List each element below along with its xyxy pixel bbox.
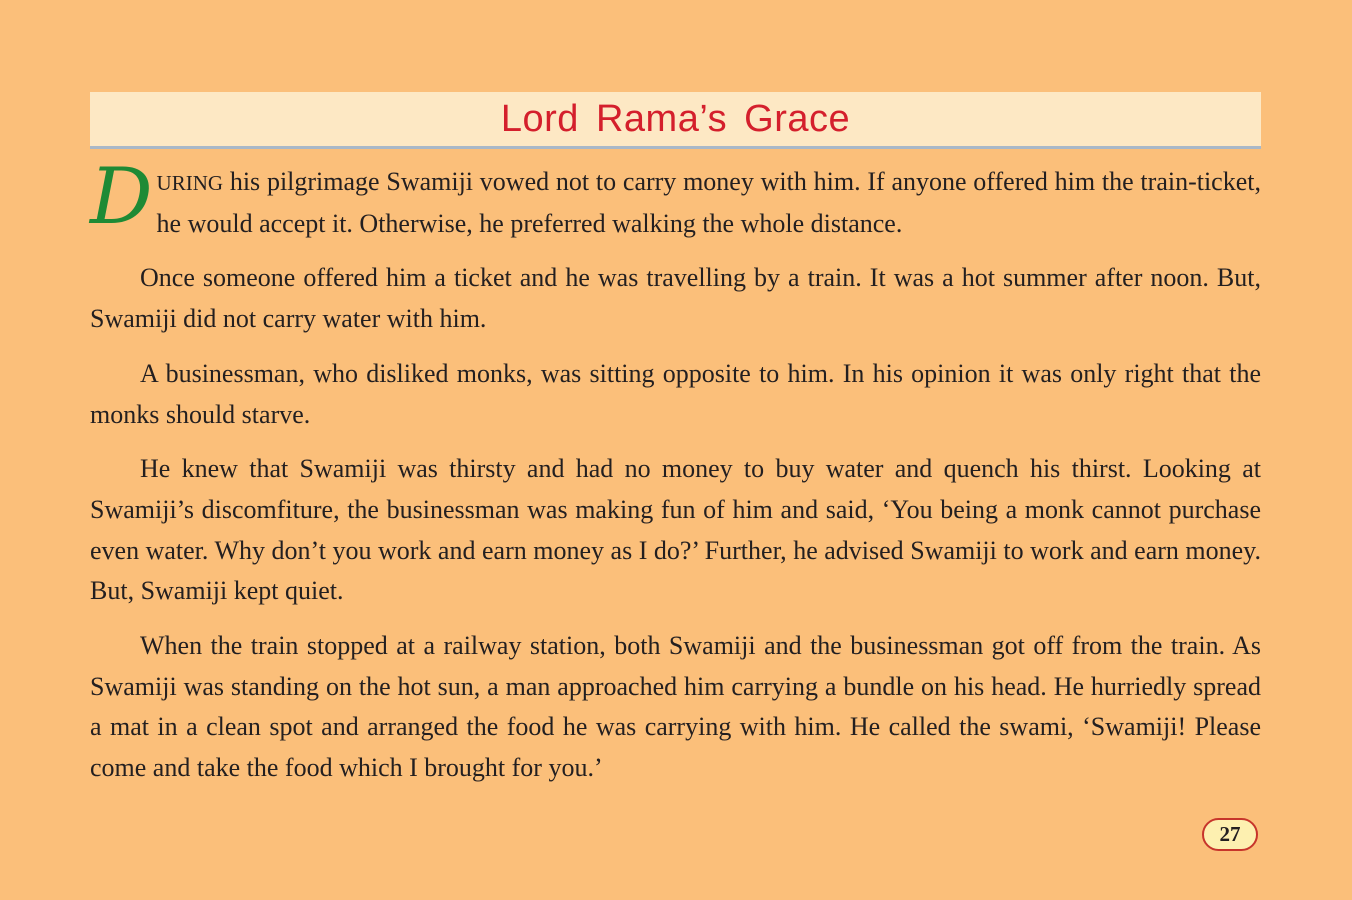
paragraph-3: A businessman, who disliked monks, was sitting opposite to him. In his opinion it was only right that the monks should starve. bbox=[90, 358, 1261, 429]
page-number-badge: 27 bbox=[1202, 818, 1258, 851]
drop-cap: D bbox=[90, 152, 153, 242]
paragraph-4: He knew that Swamiji was thirsty and had no money to buy water and quench his thirst. Looking at Swamiji’s discomfiture, the businessman was making fun of him and said, ‘You being a monk cannot purchase even water. Why don’t you work and earn money as I do?’ Further, he advised Swamiji to work and earn money. But, Swamiji kept quiet. bbox=[90, 454, 1261, 606]
title-band bbox=[90, 92, 1261, 149]
paragraph-5: When the train stopped at a railway station, both Swamiji and the businessman got off from the train. As Swamiji was standing on the hot sun, a man approached him carrying a bundle on his head. He hurriedly spread a mat in a clean spot and arranged the food he was carrying with him. He called the swami, ‘Swamiji! Please come and take the food which I brought for you.’ bbox=[90, 631, 1261, 783]
paragraph-1-text: his pilgrimage Swamiji vowed not to carry money with him. If anyone offered him the train-ticket, he would accept it. Otherwise, he preferred walking the whole distance. bbox=[156, 167, 1261, 238]
paragraph-1 bbox=[90, 152, 1261, 244]
drop-cap-continuation: URING bbox=[156, 171, 224, 195]
page-title: Lord Rama’s Grace bbox=[500, 97, 851, 140]
paragraph-2: Once someone offered him a ticket and he was travelling by a train. It was a hot summer after noon. But, Swamiji did not carry water with him. bbox=[90, 263, 1261, 334]
story-body bbox=[90, 152, 1261, 803]
